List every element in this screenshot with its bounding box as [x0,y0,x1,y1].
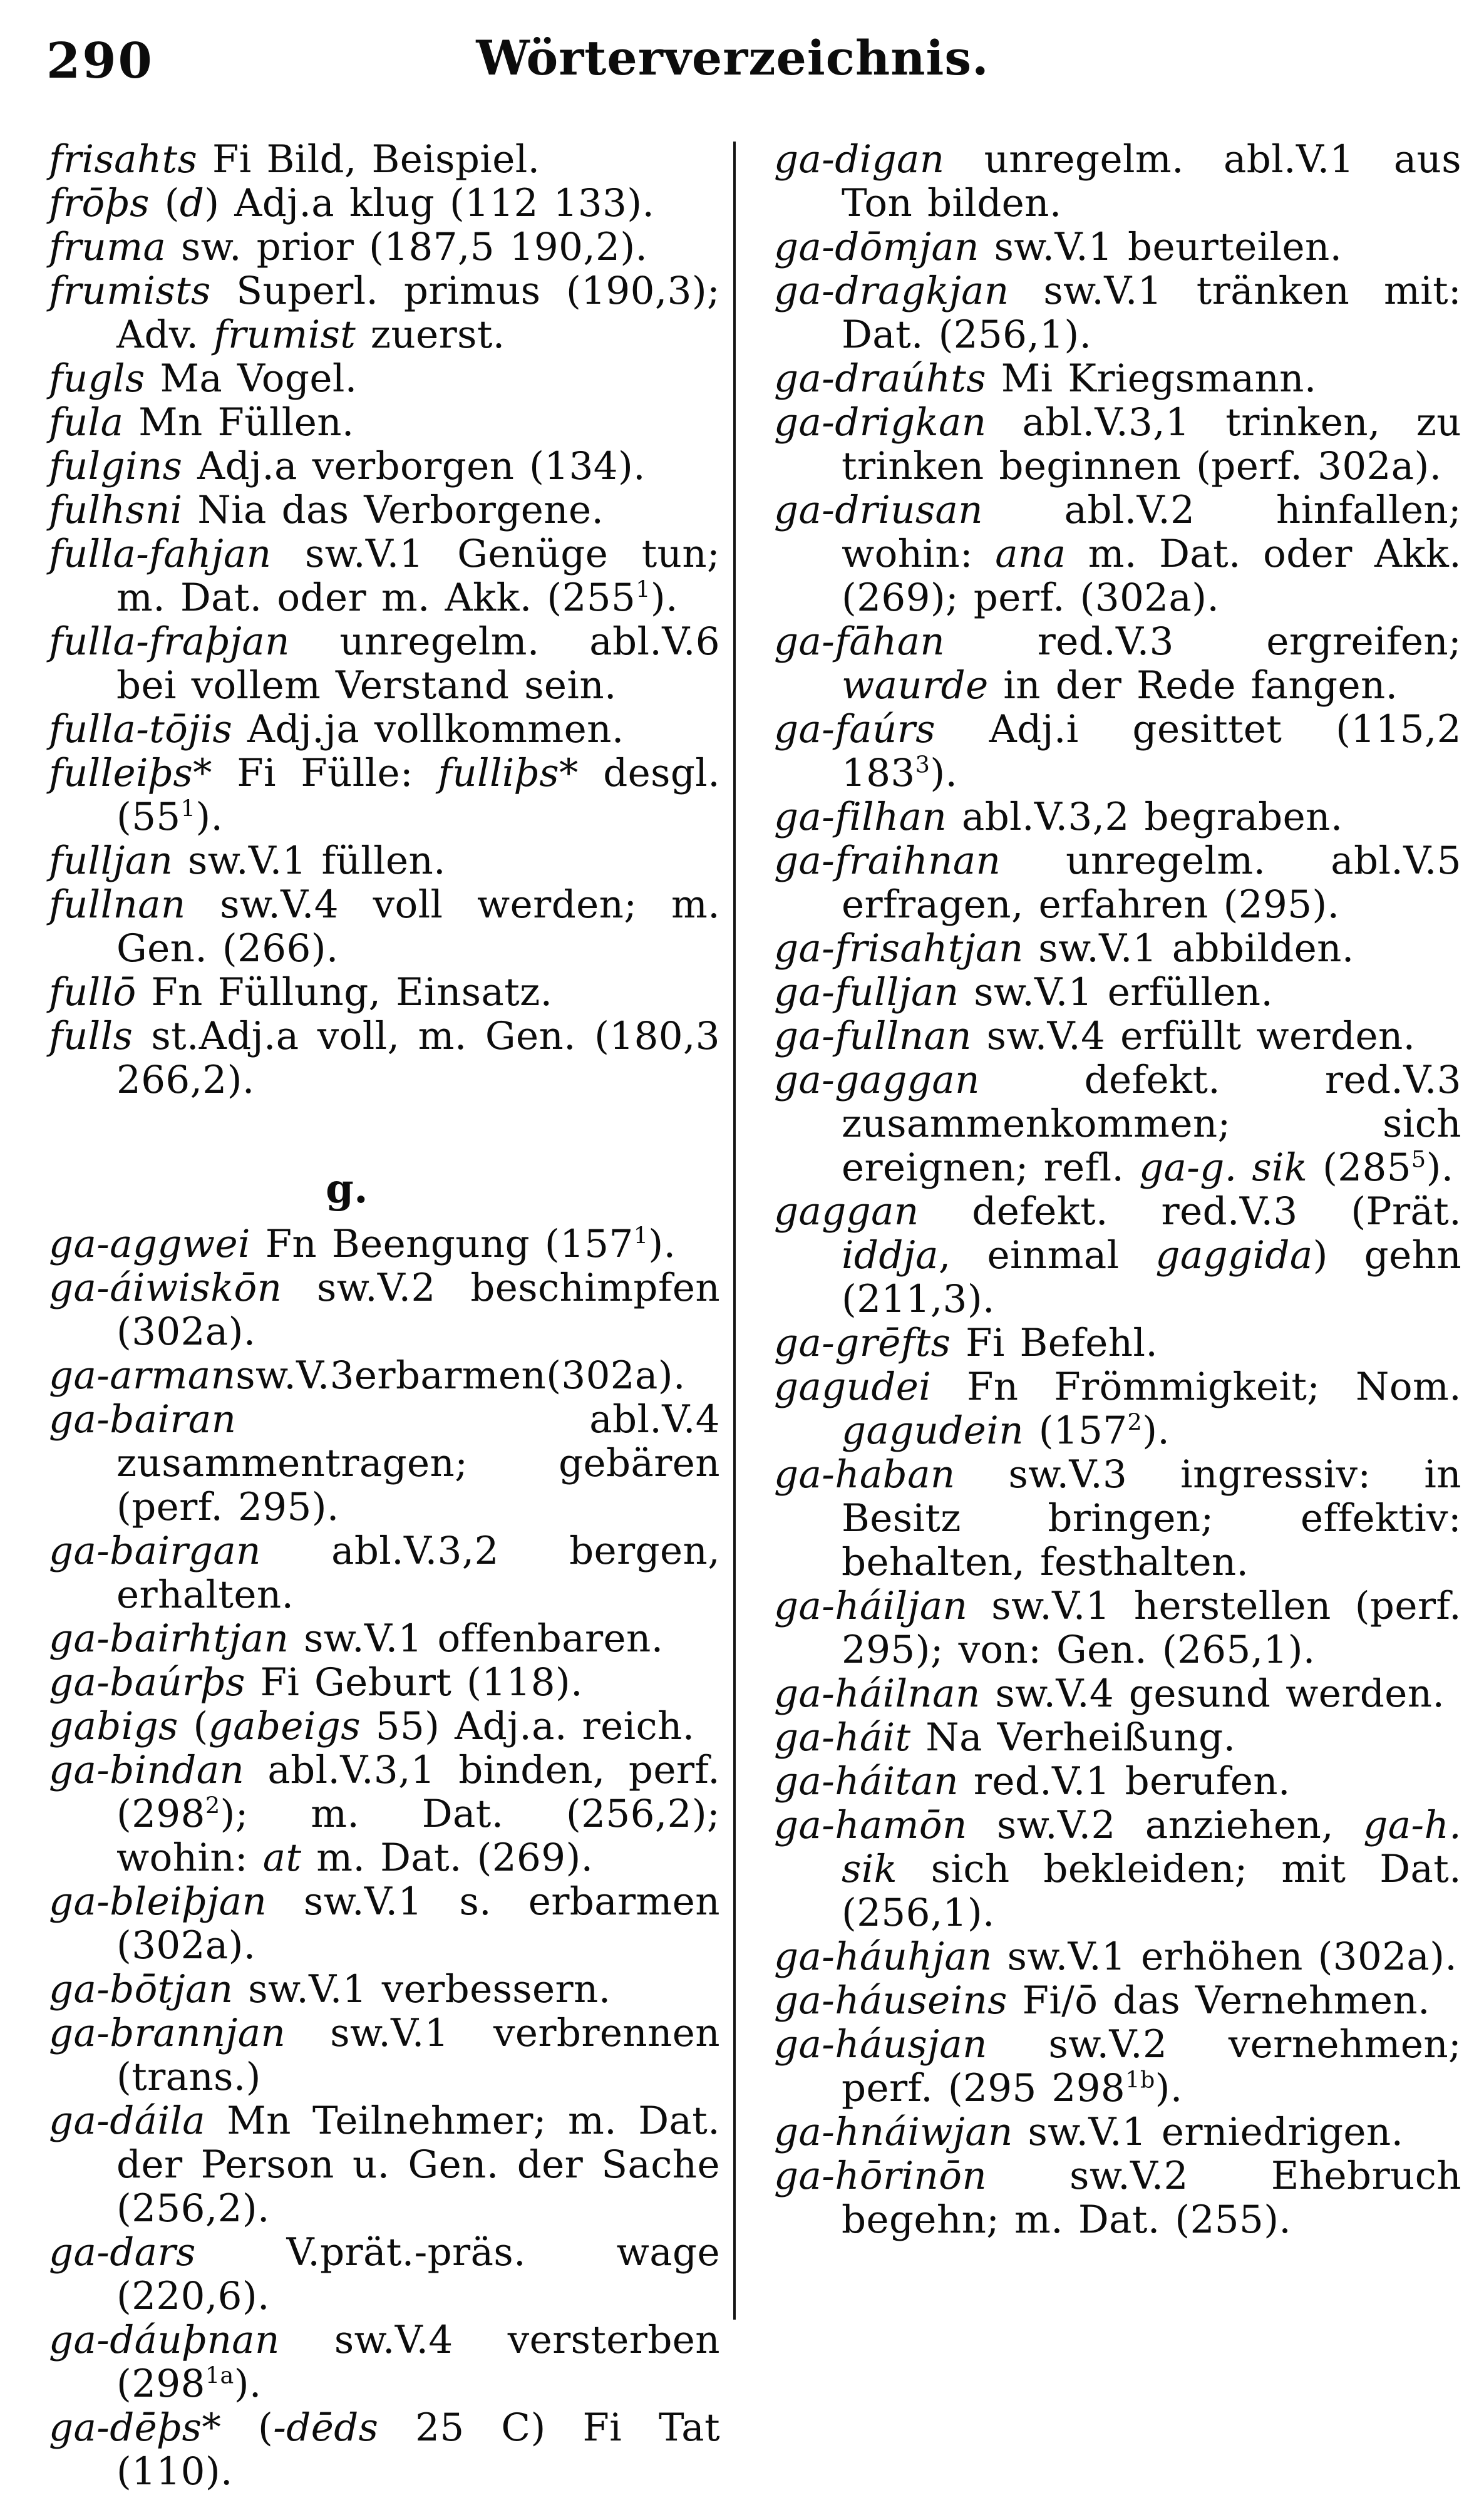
dictionary-entry [49,2318,720,2406]
entry-text: ( [149,181,180,225]
entry-text: Adj.a verborgen (134). [182,444,646,488]
entry-text: ). [1155,2066,1183,2110]
reference-superscript: 1 [633,1222,649,1249]
entry-text: Fi Bild, Beispiel. [197,137,540,182]
headword: ga-dáila [49,2099,206,2143]
headword: ga-dáuþnan [49,2318,280,2362]
dictionary-entry [774,1321,1461,1365]
entry-text: ). [650,576,678,620]
entry-text: Fn Frömmigkeit; Nom. [931,1365,1461,1409]
reference-superscript: 2 [205,1792,220,1819]
headword: ga-dēþs* [49,2405,222,2450]
headword: ga-hnáiwjan [774,2110,1013,2154]
entry-text: sw.V.1 tränken mit: Dat. (256,1). [842,269,1461,357]
entry-text: sw.V.1 erniedrigen. [1013,2110,1404,2154]
entry-text: Fi Geburt (118). [245,1660,583,1705]
entry-text: sw.V.1 abbilden. [1023,926,1354,971]
entry-text: sw.V.4 gesund werden. [980,1671,1445,1716]
headword: fulla-tōjis [49,707,233,752]
entry-text: ). [930,751,958,795]
entry-text: 55) Adj.a. reich. [360,1704,695,1748]
headword: ga-draúhts [774,356,986,401]
dictionary-entry [774,1453,1461,1584]
dictionary-entry [49,1617,720,1661]
entry-text: unregelm. abl.V.6 bei vollem Verstand sein. [116,619,720,708]
entry-text: sw. prior (187,5 190,2). [166,225,648,269]
headword: fulhsni [49,488,183,532]
headword: ga-driusan [774,488,983,532]
dictionary-entry [774,839,1461,927]
right-column [774,138,1461,2242]
entry-text: Fn Füllung, Einsatz. [136,970,553,1015]
headword: ga-bōtjan [49,1967,234,2012]
entry-text: m. Dat. oder Akk. (269); perf. (302a). [842,532,1461,620]
headword: ga-grēfts [774,1321,951,1365]
reference-superscript: 1a [205,2362,234,2389]
dictionary-entry [774,1015,1461,1058]
page-title: Wörterverzeichnis. [476,30,989,86]
entry-text: frumist [214,312,356,357]
entry-text: waurde [842,663,989,708]
entry-text: V.prät.-präs. wage (220,6). [116,2230,720,2318]
headword: ga-áiwiskōn [49,1266,282,1310]
dictionary-entry [49,532,720,620]
headword: ga-háiljan [774,1584,968,1628]
dictionary-entry [49,1222,720,1266]
entry-text: ). [1426,1145,1454,1190]
entry-text: Adj.ja vollkommen. [232,707,624,752]
dictionary-entry [774,795,1461,839]
entry-text: ( [178,1704,209,1748]
headword: fulls [49,1014,133,1058]
dictionary-entry [49,1015,720,1102]
headword: ga-dōmjan [774,225,979,269]
headword: ga-haban [774,1452,956,1497]
dictionary-entry [49,401,720,445]
dictionary-entry [49,1661,720,1705]
entry-text: sw.V.1 beurteilen. [979,225,1342,269]
entry-text: ). [648,1222,676,1266]
entry-text: Fi Befehl. [951,1321,1158,1365]
dictionary-entry [774,1804,1461,1935]
entry-text: ga-g. sik [1139,1145,1308,1190]
headword: ga-háit [774,1715,911,1760]
headword: frisahts [49,137,198,182]
entry-text: ). [234,2362,262,2406]
headword: ga-gaggan [774,1058,980,1102]
headword: ga-baúrþs [49,1660,245,1705]
entry-text: ana [995,532,1066,576]
entry-text: Mn Füllen. [123,400,354,445]
entry-text: sw.V.4 versterben (298 [116,2318,720,2406]
entry-text: sw.V.1 herstellen (perf. 295); von: Gen. (265,1). [842,1584,1461,1672]
entry-text: Mn Teilnehmer; m. Dat. der Person u. Gen. der Sache (256,2). [116,2099,720,2231]
entry-text: Ma Vogel. [145,356,358,401]
entry-text: unregelm. abl.V.1 aus Ton bilden. [842,137,1461,225]
headword: ga-háuseins [774,1978,1007,2023]
dictionary-entry [774,488,1461,620]
dictionary-entry [774,357,1461,401]
entry-text: sw.V.2 beschimpfen (302a). [116,1266,720,1354]
entry-text: Fi Fülle: [212,751,438,795]
headword: ga-digan [774,137,945,182]
headword: ga-aggwei [49,1222,250,1266]
dictionary-entry [774,1760,1461,1804]
headword: ga-arman [49,1353,236,1398]
reference-superscript: 1 [636,576,651,603]
dictionary-entry [49,445,720,488]
reference-superscript: 1 [180,795,196,822]
entry-text: (285 [1307,1145,1411,1190]
headword: fullnan [49,882,186,927]
dictionary-entry [49,752,720,839]
dictionary-entry [49,708,720,752]
entry-text: abl.V.3,1 trinken, zu trinken beginnen (perf. 302a). [842,400,1461,488]
headword: ga-fulljan [774,970,959,1015]
headword: fulljan [49,839,173,883]
entry-text: (157 [1023,1408,1128,1453]
entry-text: d [179,181,205,225]
dictionary-entry [774,2110,1461,2154]
entry-text: desgl. (55 [116,751,720,839]
dictionary-entry [49,1705,720,1748]
dictionary-entry [49,182,720,225]
dictionary-entry [49,971,720,1015]
entry-text: iddja [842,1233,939,1278]
headword: ga-hamōn [774,1803,967,1847]
entry-text: sw.V.1 erhöhen (302a). [992,1934,1458,1979]
dictionary-entry [774,269,1461,357]
headword: ga-háusjan [774,2022,987,2067]
entry-text: fulliþs* [438,751,579,795]
dictionary-entry [49,839,720,883]
entry-text: defekt. red.V.3 zusammenkommen; sich ereignen; refl. [842,1058,1461,1190]
entry-text: abl.V.2 hinfallen; wohin: [842,488,1461,576]
headword: fulgins [49,444,183,488]
dictionary-entry [49,2099,720,2231]
dictionary-entry [774,971,1461,1015]
entry-text: sw.V.2 Ehebruch begehn; m. Dat. (255). [842,2154,1461,2242]
dictionary-entry [774,1584,1461,1672]
entry-text: sw.V.2 anziehen, [967,1803,1364,1847]
headword: gagudei [774,1365,932,1409]
headword: ga-háilnan [774,1671,981,1716]
entry-text: , einmal [938,1233,1156,1278]
entry-text: sw.V.3erbarmen(302a). [235,1353,686,1398]
entry-text: Nia das Verborgene. [182,488,604,532]
entry-text: Mi Kriegsmann. [986,356,1317,401]
dictionary-entry [49,883,720,971]
dictionary-entry [49,1748,720,1880]
headword: gabigs [49,1704,178,1748]
entry-text: Na Verheißung. [910,1715,1236,1760]
dictionary-entry [774,138,1461,225]
headword: fugls [49,356,145,401]
dictionary-entry [774,620,1461,708]
headword: ga-filhan [774,795,947,839]
entry-text: abl.V.3,2 begraben. [947,795,1343,839]
dictionary-entry [49,2012,720,2099]
entry-text: sw.V.1 offenbaren. [289,1616,664,1661]
entry-text: unregelm. abl.V.5 erfragen, erfahren (295). [842,839,1461,927]
entry-text: sw.V.1 Genüge tun; m. Dat. oder m. Akk. (255 [116,532,720,620]
dictionary-entry [49,1968,720,2012]
dictionary-entry [774,225,1461,269]
entry-text: Adj.i gesittet (115,2 183 [842,707,1461,795]
reference-superscript: 2 [1127,1408,1143,1436]
headword: fulla-fahjan [49,532,272,576]
headword: ga-háitan [774,1759,959,1804]
entry-text: gaggida [1155,1233,1313,1278]
dictionary-entry [49,1398,720,1529]
reference-superscript: 5 [1411,1145,1426,1173]
entry-text: defekt. red.V.3 (Prät. [919,1189,1461,1234]
headword: ga-bairgan [49,1529,261,1573]
section-heading: g. [326,1165,368,1212]
headword: ga-faúrs [774,707,935,752]
dictionary-entry [49,1354,720,1398]
dictionary-entry [49,269,720,357]
headword: gaggan [774,1189,919,1234]
reference-superscript: 3 [915,751,930,778]
headword: ga-fraihnan [774,839,1001,883]
entry-text: zuerst. [356,312,505,357]
entry-text: sw.V.4 erfüllt werden. [971,1014,1416,1058]
entry-text: sw.V.1 s. erbarmen (302a). [116,1879,720,1968]
dictionary-entry [774,927,1461,971]
entry-text: sw.V.1 verbessern. [233,1967,611,2012]
entry-text: st.Adj.a voll, m. Gen. (180,3 266,2). [116,1014,720,1102]
entry-text: red.V.1 berufen. [958,1759,1291,1804]
headword: ga-hōrinōn [774,2154,987,2198]
headword: ga-bairan [49,1397,237,1442]
entry-text: 25 C) Fi Tat (110). [116,2405,720,2494]
entry-text: abl.V.3,2 bergen, erhalten. [116,1529,720,1617]
headword: ga-drigkan [774,400,987,445]
entry-text: sw.V.2 vernehmen; perf. (295 298 [842,2022,1461,2110]
dictionary-entry [49,357,720,401]
headword: ga-fāhan [774,619,946,664]
entry-text: ); m. Dat. (256,2); wohin: [116,1792,720,1880]
entry-text: m. Dat. (269). [301,1836,594,1880]
headword: ga-dars [49,2230,196,2275]
entry-text: sw.V.1 füllen. [173,839,446,883]
entry-text: -dēds [273,2405,379,2450]
headword: ga-bindan [49,1748,245,1792]
entry-text: ) gehn (211,3). [842,1233,1462,1321]
headword: fulla-fraþjan [49,619,290,664]
entry-text: ). [195,795,224,839]
entry-text: ) Adj.a klug (112 133). [204,181,655,225]
dictionary-entry [774,2154,1461,2242]
entry-text: ). [1142,1408,1170,1453]
dictionary-entry [49,138,720,182]
entry-text: red.V.3 ergreifen; [945,619,1461,664]
headword: ga-háuhjan [774,1934,992,1979]
entry-text: sw.V.1 verbrennen (trans.) [116,2011,720,2099]
entry-text: abl.V.4 zusammentragen; gebären (perf. 295). [116,1397,720,1529]
headword: ga-bairhtjan [49,1616,289,1661]
headword: ga-dragkjan [774,269,1009,313]
dictionary-entry [49,225,720,269]
entry-text: Fn Beengung (157 [250,1222,634,1266]
dictionary-entry [49,1529,720,1617]
dictionary-entry [49,488,720,532]
entry-text: sw.V.4 voll werden; m. Gen. (266). [116,882,720,971]
entry-text: gagudein [842,1408,1024,1453]
headword: fulleiþs* [49,751,212,795]
entry-text: in der Rede fangen. [988,663,1398,708]
headword: frumists [49,269,211,313]
entry-text: sich bekleiden; mit Dat. (256,1). [842,1847,1461,1935]
entry-text: gabeigs [208,1704,361,1748]
reference-superscript: 1b [1125,2066,1155,2094]
entry-text: Superl. primus (190,3); Adv. [116,269,720,357]
entry-text: at [262,1836,302,1880]
dictionary-entry [774,1716,1461,1760]
dictionary-entry [49,1880,720,1968]
dictionary-entry [774,1672,1461,1716]
dictionary-entry [774,2023,1461,2110]
headword: ga-fullnan [774,1014,972,1058]
dictionary-entry [774,708,1461,795]
headword: ga-frisahtjan [774,926,1024,971]
headword: ga-bleiþjan [49,1879,267,1924]
dictionary-entry [774,1190,1461,1321]
dictionary-entry [774,1365,1461,1453]
entry-text: sw.V.3 ingressiv: in Besitz bringen; effektiv: behalten, festhalten. [842,1452,1461,1584]
entry-text: Fi/ō das Vernehmen. [1007,1978,1430,2023]
headword: frōþs [49,181,150,225]
dictionary-entry [49,2231,720,2318]
entry-text: ga-h. sik [842,1803,1461,1891]
dictionary-entry [49,2406,720,2494]
headword: fruma [49,225,167,269]
left-column [49,138,720,2494]
dictionary-entry [49,620,720,708]
entry-text: abl.V.3,1 binden, perf. (298 [116,1748,720,1836]
dictionary-entry [774,401,1461,488]
headword: fula [49,400,124,445]
dictionary-entry [774,1979,1461,2023]
headword: fullō [49,970,137,1015]
entry-text: ( [221,2405,274,2450]
dictionary-entry [774,1935,1461,1979]
entry-text: sw.V.1 erfüllen. [959,970,1274,1015]
headword: ga-brannjan [49,2011,286,2055]
dictionary-entry [49,1266,720,1354]
column-divider [733,142,736,2320]
dictionary-entry [774,1058,1461,1190]
page-number: 290 [46,33,154,90]
